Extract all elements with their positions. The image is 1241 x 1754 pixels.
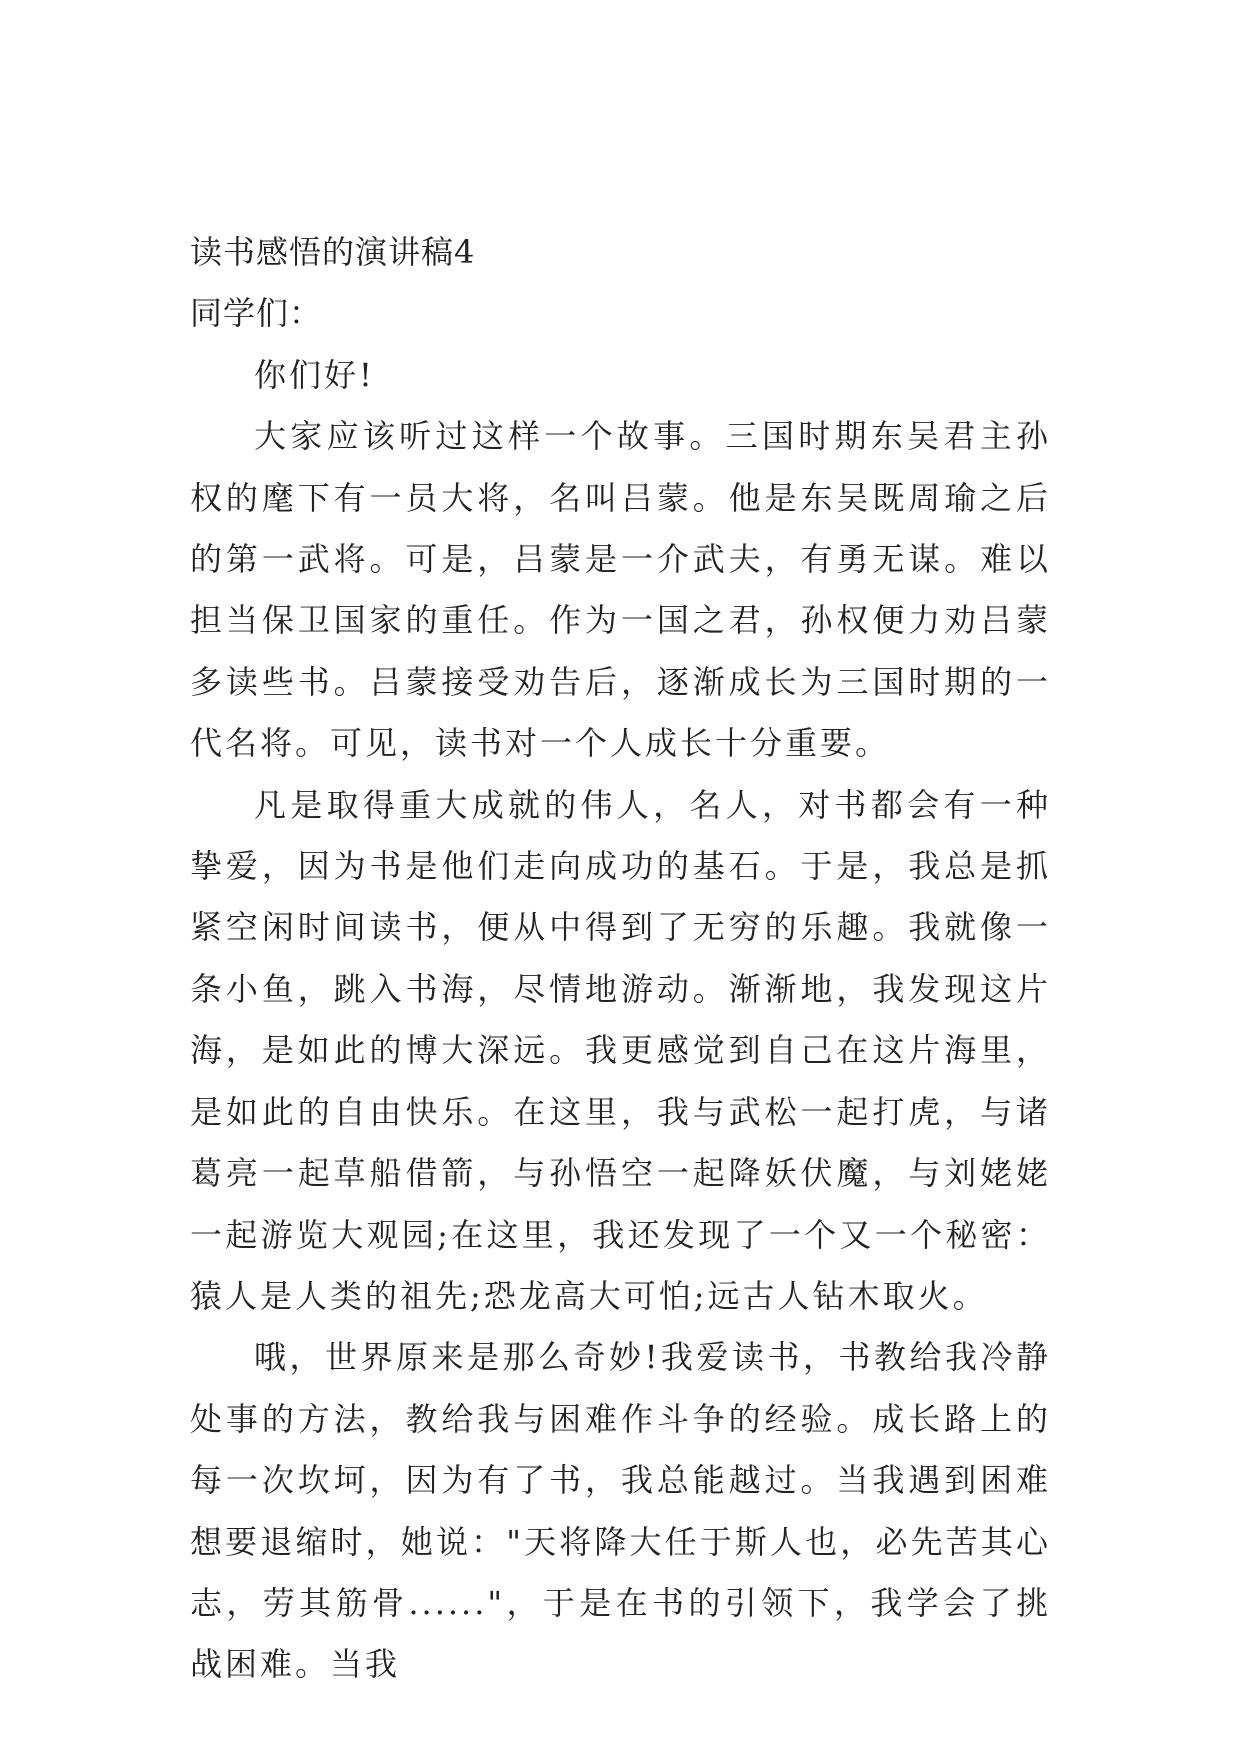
greeting: 你们好! <box>254 355 375 394</box>
paragraph-1: 大家应该听过这样一个故事。三国时期东吴君主孙权的麾下有一员大将，名叫吕蒙。他是东吴既周瑜之后的第一武将。可是，吕蒙是一介武夫，有勇无谋。难以担当保卫国家的重任。作为一国之君，孙权便力劝吕蒙多读些书。吕蒙接受劝告后，逐渐成长为三国时期的一代名将。可见，读书对一个人成长十分重要。 <box>190 417 1051 763</box>
document-title: 读书感悟的演讲稿4 <box>190 233 476 271</box>
paragraph-2: 凡是取得重大成就的伟人，名人，对书都会有一种挚爱，因为书是他们走向成功的基石。于是，我总是抓紧空闲时间读书，便从中得到了无穷的乐趣。我就像一条小鱼，跳入书海，尽情地游动。渐渐地，我发现这片海，是如此的博大深远。我更感觉到自己在这片海里，是如此的自由快乐。在这里，我与武松一起打虎，与诸葛亮一起草船借箭，与孙悟空一起降妖伏魔，与刘姥姥一起游览大观园;在这里，我还发现了一个又一个秘密：猿人是人类的祖先;恐龙高大可怕;远古人钻木取火。 <box>190 785 1051 1315</box>
paragraph-3: 哦，世界原来是那么奇妙!我爱读书，书教给我冷静处事的方法，教给我与困难作斗争的经验。成长路上的每一次坎坷，因为有了书，我总能越过。当我遇到困难想要退缩时，她说："天将降大任于斯人也，必先苦其心志，劳其筋骨......"，于是在书的引领下，我学会了挑战困难。当我 <box>190 1338 1051 1684</box>
salutation: 同学们： <box>190 294 323 333</box>
document-body <box>190 222 1051 1696</box>
